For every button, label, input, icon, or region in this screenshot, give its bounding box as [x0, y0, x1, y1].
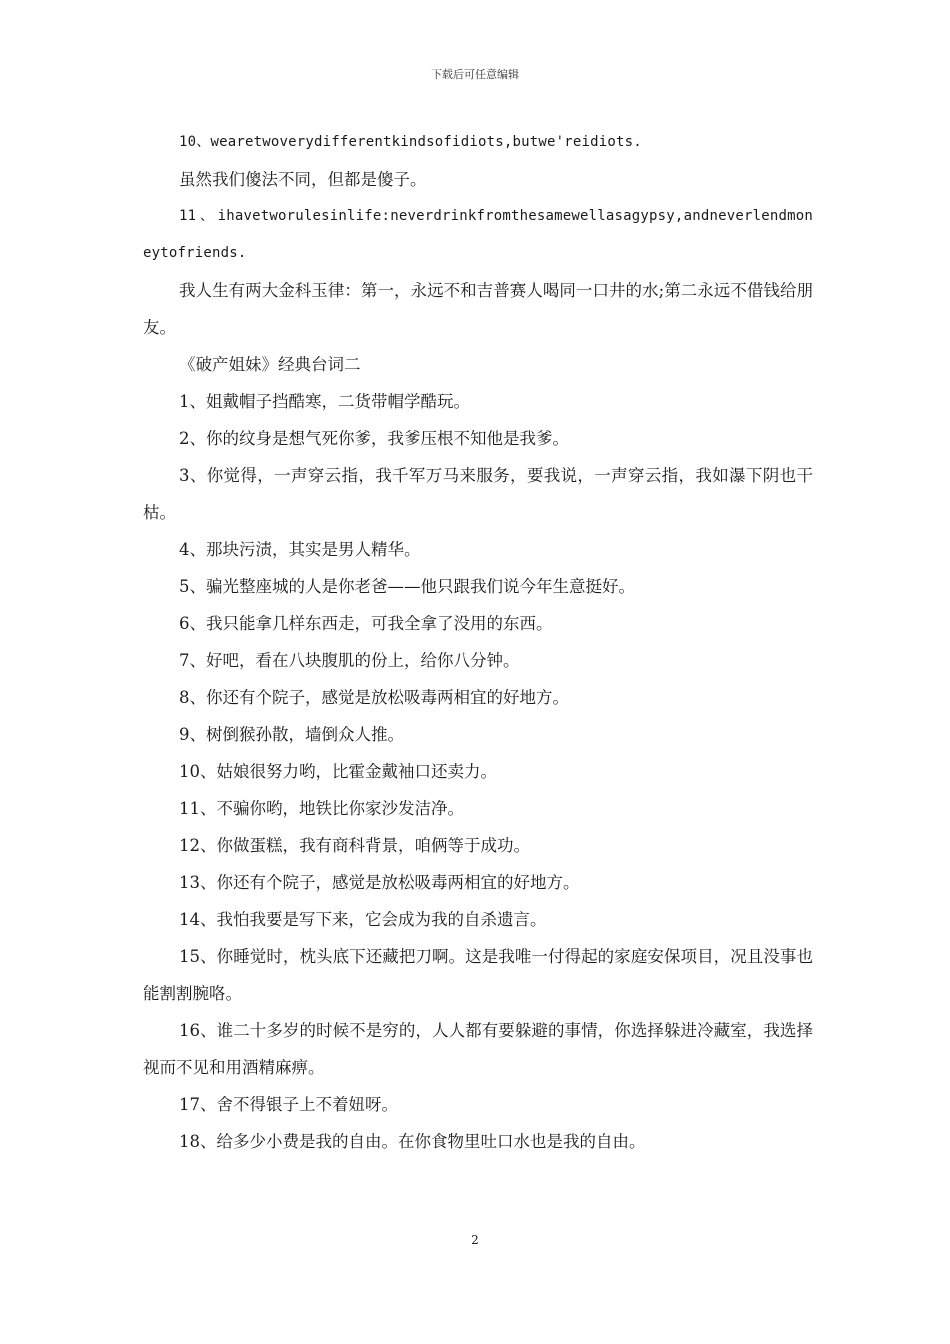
page-number: 2	[471, 1233, 479, 1247]
list-item: 18、给多少小费是我的自由。在你食物里吐口水也是我的自由。	[179, 1132, 646, 1151]
paragraph-quote-10-english: 10、wearetwoverydifferentkindsofidiots,butwe'reidiots.	[179, 134, 642, 150]
list-item: 17、舍不得银子上不着妞呀。	[179, 1095, 398, 1114]
paragraph-quote-11-chinese: 我人生有两大金科玉律：第一，永远不和吉普赛人喝同一口井的水;第二永远不借钱给朋友。	[143, 281, 813, 337]
list-item: 3、你觉得，一声穿云指，我千军万马来服务，要我说，一声穿云指，我如瀑下阴也干枯。	[143, 466, 813, 522]
section-heading: 《破产姐妹》经典台词二	[179, 355, 361, 374]
document-body	[143, 124, 813, 1160]
list-item: 10、姑娘很努力哟，比霍金戴袖口还卖力。	[179, 762, 497, 781]
list-item: 7、好吧，看在八块腹肌的份上，给你八分钟。	[179, 651, 520, 670]
list-item: 1、姐戴帽子挡酷寒，二货带帽学酷玩。	[179, 392, 470, 411]
list-item: 15、你睡觉时，枕头底下还藏把刀啊。这是我唯一付得起的家庭安保项目，况且没事也能割割腕咯。	[143, 947, 813, 1003]
list-item: 16、谁二十多岁的时候不是穷的，人人都有要躲避的事情，你选择躲进冷藏室，我选择视而不见和用酒精麻痹。	[143, 1021, 813, 1077]
list-item: 8、你还有个院子，感觉是放松吸毒两相宜的好地方。	[179, 688, 569, 707]
list-item: 14、我怕我要是写下来，它会成为我的自杀遗言。	[179, 910, 547, 929]
list-item: 12、你做蛋糕，我有商科背景，咱俩等于成功。	[179, 836, 530, 855]
list-item: 5、骗光整座城的人是你老爸——他只跟我们说今年生意挺好。	[179, 577, 635, 596]
list-item: 11、不骗你哟，地铁比你家沙发洁净。	[179, 799, 464, 818]
list-item: 2、你的纹身是想气死你爹，我爹压根不知他是我爹。	[179, 429, 569, 448]
page-header: 下载后可任意编辑	[431, 68, 519, 81]
list-item: 4、那块污渍，其实是男人精华。	[179, 540, 421, 559]
list-item: 9、树倒猴孙散，墙倒众人推。	[179, 725, 404, 744]
paragraph-quote-10-chinese: 虽然我们傻法不同，但都是傻子。	[179, 170, 427, 189]
list-item: 6、我只能拿几样东西走，可我全拿了没用的东西。	[179, 614, 553, 633]
paragraph-quote-11-english: 11、ihavetworulesinlife:neverdrinkfromthesamewellasagypsy,andneverlendmoneytofriends.	[143, 208, 813, 261]
list-item: 13、你还有个院子，感觉是放松吸毒两相宜的好地方。	[179, 873, 580, 892]
